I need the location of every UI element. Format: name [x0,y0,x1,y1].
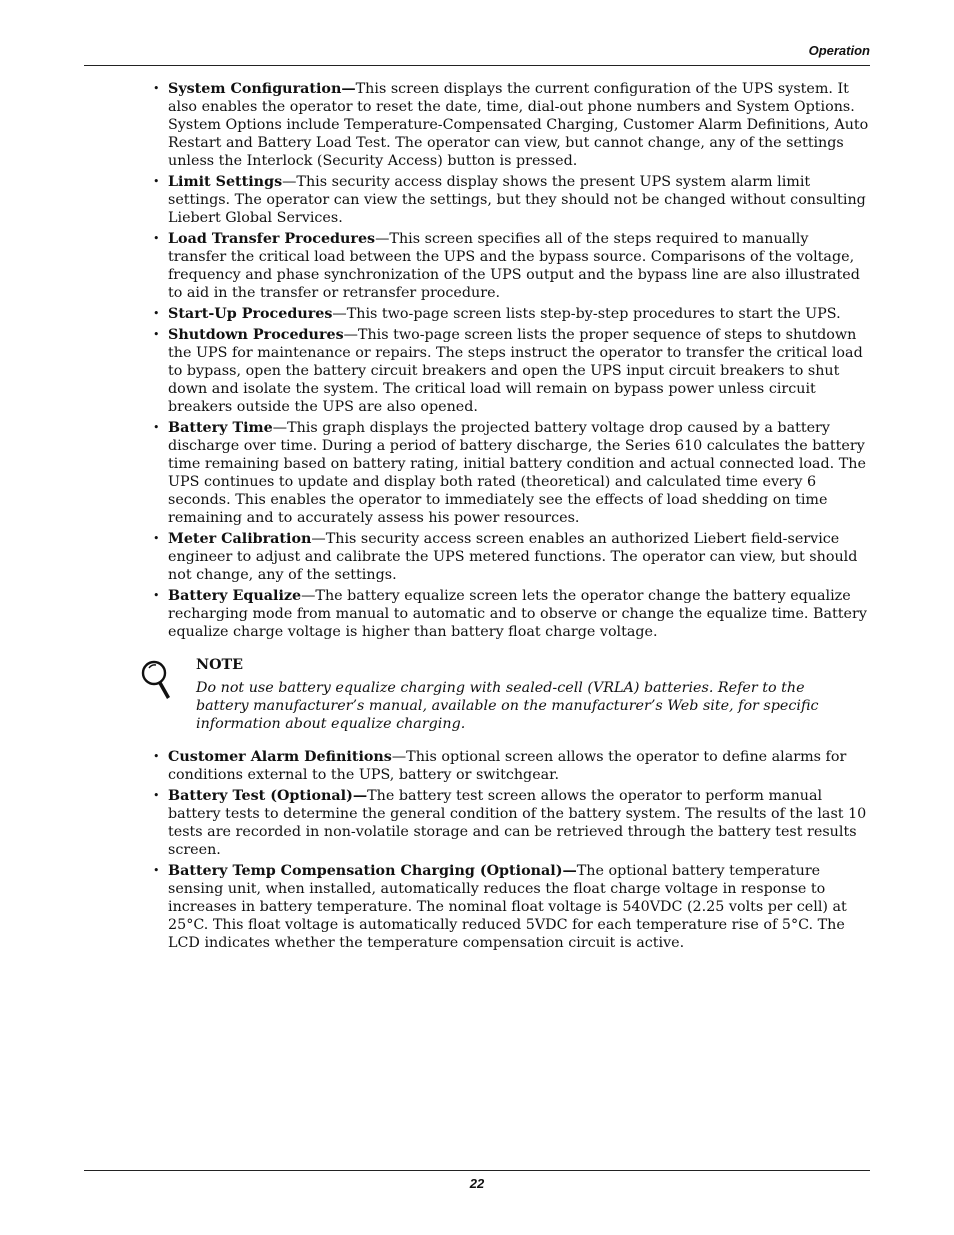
list-item-term: Battery Equalize [168,588,302,604]
list-item-term: Shutdown Procedures [168,327,344,343]
list-item [168,748,870,784]
list-item-text: —This graph displays the projected battery voltage drop caused by a battery discharge over time. During a period of battery discharge, the Series 610 calculates the battery time remaining based on battery rating, initial battery condition and actual connected load. The UPS continues to update and display both rated (theoretical) and calculated time every 6 seconds. This enables the operator to immediately see the effects of load shedding on time remaining and to accurately assess his power resources. [168,420,866,526]
optional-screen-list [168,748,870,955]
list-item [168,862,870,952]
list-item-text: This screen displays the current configuration of the UPS system. It also enables the operator to reset the date, time, dial-out phone numbers and System Options. System Options include Temperature-Compensated Charging, Customer Alarm Definitions, Auto Restart and Battery Load Test. The operator can view, but cannot change, any of the settings unless the Interlock (Security Access) button is pressed. [168,81,869,169]
list-item-text: The battery test screen allows the operator to perform manual battery tests to determine the general condition of the battery system. The results of the last 10 tests are recorded in non-volatile storage and can be retrieved through the battery test results screen. [168,788,867,858]
screen-description-list [168,80,870,644]
running-header-title: Operation [808,43,870,58]
list-item-term: Meter Calibration [168,531,312,547]
list-item-text: —This screen specifies all of the steps required to manually transfer the critical load between the UPS and the bypass source. Comparisons of the voltage, frequency and phase synchronization of the UPS output and the bypass line are also illustrated to aid in the transfer or retransfer procedure. [168,231,860,301]
list-item-term: Battery Temp Compensation Charging (Optional)— [168,863,577,879]
list-item-text: —This optional screen allows the operator to define alarms for conditions external to the UPS, battery or switchgear. [168,749,847,783]
list-item-text: —The battery equalize screen lets the operator change the battery equalize recharging mode from manual to automatic and to observe or change the equalize time. Battery equalize charge voltage is higher than battery float charge voltage. [168,588,867,640]
magnifier-icon [140,659,176,703]
list-item [168,305,870,323]
list-item-text: —This security access screen enables an authorized Liebert field-service engineer to adjust and calibrate the UPS metered functions. The operator can view, but should not change, any of the settings. [168,531,858,583]
list-item [168,587,870,641]
note-callout [140,655,870,735]
list-item [168,326,870,416]
list-item-term: Battery Time [168,420,273,436]
list-item [168,230,870,302]
list-item-term: Load Transfer Procedures [168,231,376,247]
list-item-text: The optional battery temperature sensing unit, when installed, automatically reduces the float charge voltage in response to increases in battery temperature. The nominal float voltage is 540VDC (2.25 volts per cell) at 25°C. This float voltage is automatically reduced 5VDC for each temperature rise of 5°C. The LCD indicates whether the temperature compensation circuit is active. [168,863,847,951]
list-item [168,530,870,584]
list-item-text: —This two-page screen lists the proper sequence of steps to shutdown the UPS for maintenance or repairs. The steps instruct the operator to transfer the critical load to bypass, open the battery circuit breakers and open the UPS input circuit breakers to shut down and isolate the system. The critical load will remain on bypass power unless circuit breakers outside the UPS are also opened. [168,327,863,415]
header-rule [84,65,870,66]
list-item [168,80,870,170]
list-item-text: —This security access display shows the present UPS system alarm limit settings. The operator can view the settings, but they should not be changed without consulting Liebert Global Services. [168,174,866,226]
footer-rule [84,1170,870,1171]
note-label: NOTE [196,657,244,673]
note-text: Do not use battery equalize charging with sealed-cell (VRLA) batteries. Refer to the battery manufacturer’s manual, available on the manufacturer’s Web site, for specific information about equalize charging. [196,680,819,732]
page-number: 22 [469,1176,485,1191]
list-item-text: —This two-page screen lists step-by-step procedures to start the UPS. [332,306,841,322]
list-item [168,787,870,859]
list-item-term: System Configuration— [168,81,356,97]
list-item-term: Customer Alarm Definitions [168,749,392,765]
list-item-term: Start-Up Procedures [168,306,333,322]
list-item [168,419,870,527]
list-item [168,173,870,227]
list-item-term: Battery Test (Optional)— [168,788,368,804]
list-item-term: Limit Settings [168,174,283,190]
